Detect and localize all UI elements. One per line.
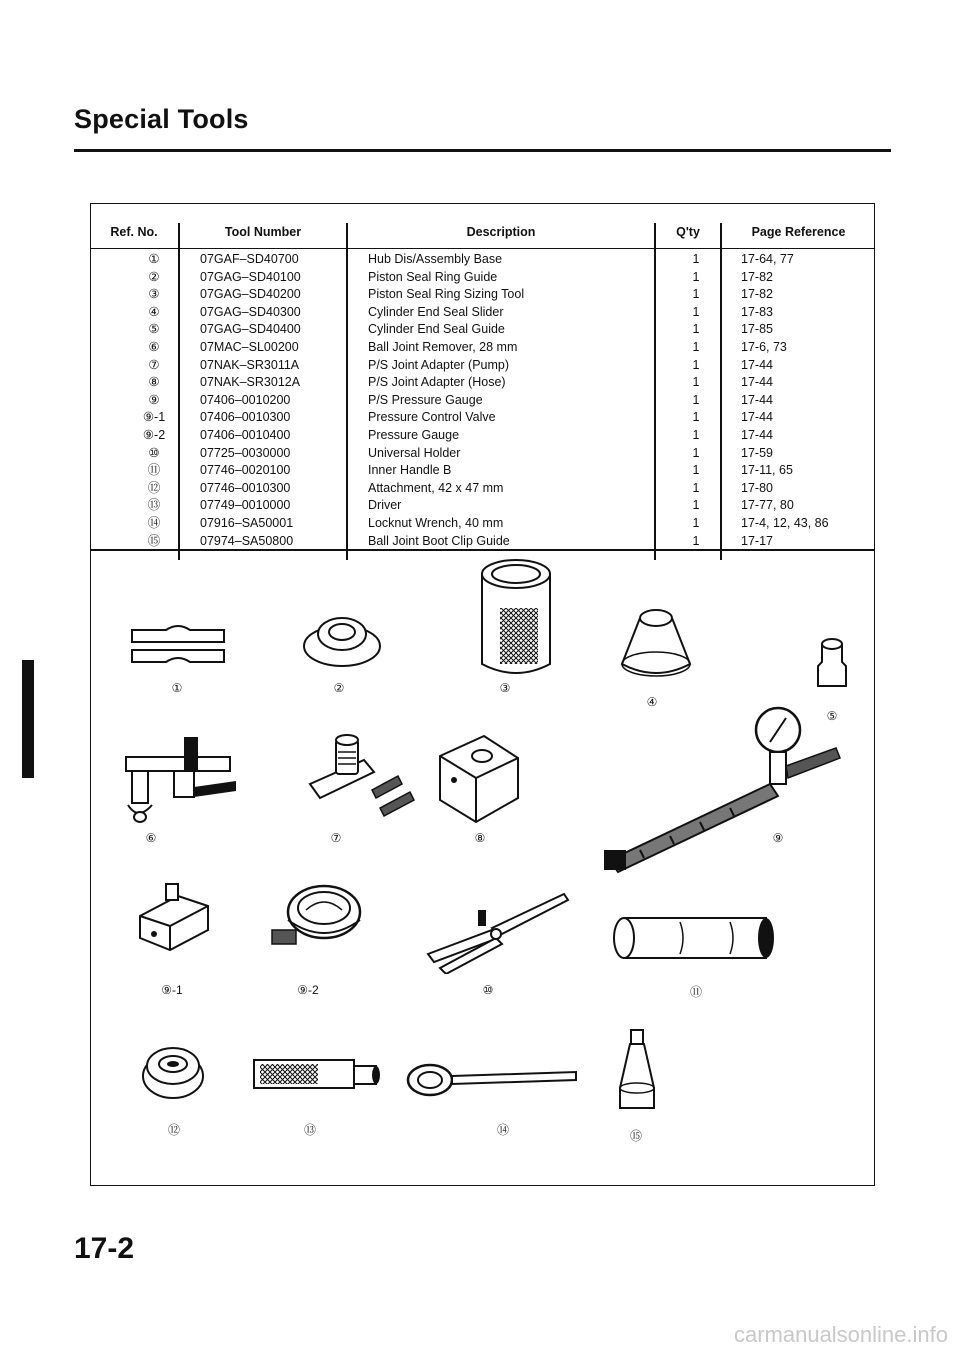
tool-number-cell: 07746–0010300 xyxy=(200,480,291,495)
tool-number-cell: 07GAG–SD40300 xyxy=(200,304,301,319)
page-reference-cell: 17-44 xyxy=(741,375,773,390)
table-row xyxy=(90,533,875,551)
description-cell: Piston Seal Ring Sizing Tool xyxy=(368,287,525,302)
table-row xyxy=(90,409,875,427)
ref-cell: ② xyxy=(148,269,160,284)
edge-bar xyxy=(22,660,34,778)
quantity-cell: 1 xyxy=(692,252,700,266)
tool-number-cell: 07746–0020100 xyxy=(200,463,291,478)
page-reference-cell: 17-44 xyxy=(741,392,773,407)
tool-number-cell: 07406–0010300 xyxy=(200,410,291,425)
figure-label-7: ⑦ xyxy=(330,831,342,845)
pressure-gauge-illustration xyxy=(268,880,364,952)
quantity-cell: 1 xyxy=(692,445,700,460)
inner-handle-illustration xyxy=(610,912,778,964)
ref-cell: ③ xyxy=(148,287,160,302)
figure-label-5: ⑤ xyxy=(826,709,838,723)
figure-label-9-1: ⑨-1 xyxy=(161,983,183,997)
table-row xyxy=(90,480,875,498)
table-row xyxy=(90,357,875,375)
figure-label-6: ⑥ xyxy=(145,831,157,845)
table-row xyxy=(90,286,875,304)
quantity-cell: 1 xyxy=(692,515,700,530)
table-rule xyxy=(90,549,875,551)
quantity-cell: 1 xyxy=(692,339,700,354)
table-row xyxy=(90,269,875,287)
quantity-cell: 1 xyxy=(692,357,700,372)
ref-cell: ⑨-1 xyxy=(142,410,166,425)
seal-slider-illustration xyxy=(618,602,694,686)
quantity-cell: 1 xyxy=(692,533,700,548)
tool-number-cell: 07406–0010400 xyxy=(200,427,291,442)
figure-label-12: ⑫ xyxy=(167,1123,180,1137)
pressure-control-valve-illustration xyxy=(136,880,212,952)
seal-guide-illustration xyxy=(814,634,850,692)
description-cell: Pressure Gauge xyxy=(368,427,460,442)
tool-number-cell: 07GAG–SD40100 xyxy=(200,269,301,284)
figure-label-2: ② xyxy=(333,681,345,695)
table-row xyxy=(90,497,875,515)
figure-label-8: ⑧ xyxy=(474,831,486,845)
page-number: 17-2 xyxy=(74,1232,135,1265)
description-cell: Ball Joint Remover, 28 mm xyxy=(368,339,518,354)
header-description: Description xyxy=(466,225,536,239)
description-cell: Hub Dis/Assembly Base xyxy=(368,252,503,266)
ref-cell: ⑭ xyxy=(147,515,161,530)
quantity-cell: 1 xyxy=(692,480,700,495)
title-rule xyxy=(74,149,891,152)
ref-cell: ⑨-2 xyxy=(142,427,166,442)
description-cell: Driver xyxy=(368,498,402,513)
description-cell: Pressure Control Valve xyxy=(368,410,496,425)
quantity-cell: 1 xyxy=(692,463,700,478)
table-row xyxy=(90,515,875,533)
figure-label-3: ③ xyxy=(499,681,511,695)
description-cell: Piston Seal Ring Guide xyxy=(368,269,498,284)
page-reference-cell: 17-4, 12, 43, 86 xyxy=(741,515,829,530)
table-row xyxy=(90,392,875,410)
table-row xyxy=(90,251,875,269)
figure-label-10: ⑩ xyxy=(482,983,494,997)
table-row xyxy=(90,374,875,392)
ref-cell: ⑮ xyxy=(147,533,161,548)
ref-cell: ⑩ xyxy=(148,445,160,460)
figure-label-9-2: ⑨-2 xyxy=(297,983,319,997)
quantity-cell: 1 xyxy=(692,410,700,425)
ref-cell: ⑫ xyxy=(147,480,161,495)
ref-cell: ⑬ xyxy=(147,498,161,513)
description-cell: Universal Holder xyxy=(368,445,461,460)
header-ref: Ref. No. xyxy=(110,225,158,239)
page-reference-cell: 17-44 xyxy=(741,410,773,425)
ball-joint-remover-illustration xyxy=(118,735,242,827)
tool-number-cell: 07916–SA50001 xyxy=(200,515,294,530)
boot-clip-guide-illustration xyxy=(614,1028,660,1116)
quantity-cell: 1 xyxy=(692,269,700,284)
quantity-cell: 1 xyxy=(692,375,700,390)
figure-label-1: ① xyxy=(171,681,183,695)
description-cell: P/S Joint Adapter (Pump) xyxy=(368,357,510,372)
universal-holder-illustration xyxy=(420,886,570,974)
figure-label-14: ⑭ xyxy=(496,1123,509,1137)
driver-illustration xyxy=(250,1052,382,1096)
table-header xyxy=(90,213,875,249)
table-row xyxy=(90,339,875,357)
figure-label-4: ④ xyxy=(646,695,658,709)
figure-label-9: ⑨ xyxy=(772,831,784,845)
page-reference-cell: 17-59 xyxy=(741,445,773,460)
header-tool-number: Tool Number xyxy=(224,225,302,239)
hub-base-illustration xyxy=(128,620,228,672)
page-reference-cell: 17-44 xyxy=(741,357,773,372)
table-row xyxy=(90,445,875,463)
tool-number-cell: 07725–0030000 xyxy=(200,445,291,460)
header-quantity: Q'ty xyxy=(676,225,700,239)
tool-number-cell: 07NAK–SR3011A xyxy=(200,357,300,372)
quantity-cell: 1 xyxy=(692,322,700,337)
tool-number-cell: 07GAG–SD40200 xyxy=(200,287,301,302)
seal-ring-guide-illustration xyxy=(300,606,384,674)
tool-number-cell: 07GAG–SD40400 xyxy=(200,322,301,337)
description-cell: Ball Joint Boot Clip Guide xyxy=(368,533,510,548)
ref-cell: ④ xyxy=(148,304,160,319)
tools-table xyxy=(90,213,875,550)
table-row xyxy=(90,304,875,322)
description-cell: P/S Joint Adapter (Hose) xyxy=(368,375,506,390)
table-row xyxy=(90,321,875,339)
tool-number-cell: 07749–0010000 xyxy=(200,498,291,513)
locknut-wrench-illustration xyxy=(404,1062,582,1098)
sizing-tool-illustration xyxy=(476,558,556,680)
tool-number-cell: 07974–SA50800 xyxy=(200,533,294,548)
quantity-cell: 1 xyxy=(692,304,700,319)
ref-cell: ⑪ xyxy=(147,463,161,478)
page-reference-cell: 17-77, 80 xyxy=(741,498,794,513)
figure-label-13: ⑬ xyxy=(303,1123,316,1137)
attachment-illustration xyxy=(140,1040,206,1102)
page-reference-cell: 17-85 xyxy=(741,322,773,337)
quantity-cell: 1 xyxy=(692,498,700,513)
tool-number-cell: 07406–0010200 xyxy=(200,392,291,407)
figure-label-15: ⑮ xyxy=(629,1129,642,1143)
tool-number-cell: 07GAF–SD40700 xyxy=(200,252,299,266)
page-reference-cell: 17-64, 77 xyxy=(741,252,794,266)
page-title: Special Tools xyxy=(74,104,249,134)
ref-cell: ⑧ xyxy=(148,375,160,390)
page-reference-cell: 17-11, 65 xyxy=(741,463,793,478)
quantity-cell: 1 xyxy=(692,287,700,302)
description-cell: P/S Pressure Gauge xyxy=(368,392,483,407)
page-reference-cell: 17-17 xyxy=(741,533,773,548)
watermark: carmanualsonline.info xyxy=(733,1322,948,1347)
hose-joint-adapter-illustration xyxy=(438,730,522,826)
ref-cell: ⑥ xyxy=(148,339,160,354)
header-page-reference: Page Reference xyxy=(751,225,846,239)
description-cell: Locknut Wrench, 40 mm xyxy=(368,515,504,530)
description-cell: Inner Handle B xyxy=(368,463,452,478)
page-reference-cell: 17-6, 73 xyxy=(741,339,787,354)
table-row xyxy=(90,427,875,445)
description-cell: Attachment, 42 x 47 mm xyxy=(368,480,504,495)
pressure-gauge-assembly-illustration xyxy=(600,700,844,876)
table-body xyxy=(90,249,875,550)
ref-cell: ⑤ xyxy=(148,322,160,337)
table-row xyxy=(90,462,875,480)
pump-joint-adapter-illustration xyxy=(306,722,430,830)
tool-number-cell: 07MAC–SL00200 xyxy=(200,339,299,354)
page-reference-cell: 17-80 xyxy=(741,480,773,495)
description-cell: Cylinder End Seal Slider xyxy=(368,304,504,319)
description-cell: Cylinder End Seal Guide xyxy=(368,322,505,337)
ref-cell: ⑨ xyxy=(148,392,160,407)
page-reference-cell: 17-83 xyxy=(741,304,773,319)
page-reference-cell: 17-82 xyxy=(741,287,773,302)
page-reference-cell: 17-44 xyxy=(741,427,773,442)
quantity-cell: 1 xyxy=(692,392,700,407)
ref-cell: ⑦ xyxy=(148,357,160,372)
ref-cell: ① xyxy=(148,252,160,266)
tool-number-cell: 07NAK–SR3012A xyxy=(200,375,301,390)
page-reference-cell: 17-82 xyxy=(741,269,773,284)
figure-label-11: ⑪ xyxy=(689,985,702,999)
quantity-cell: 1 xyxy=(692,427,700,442)
